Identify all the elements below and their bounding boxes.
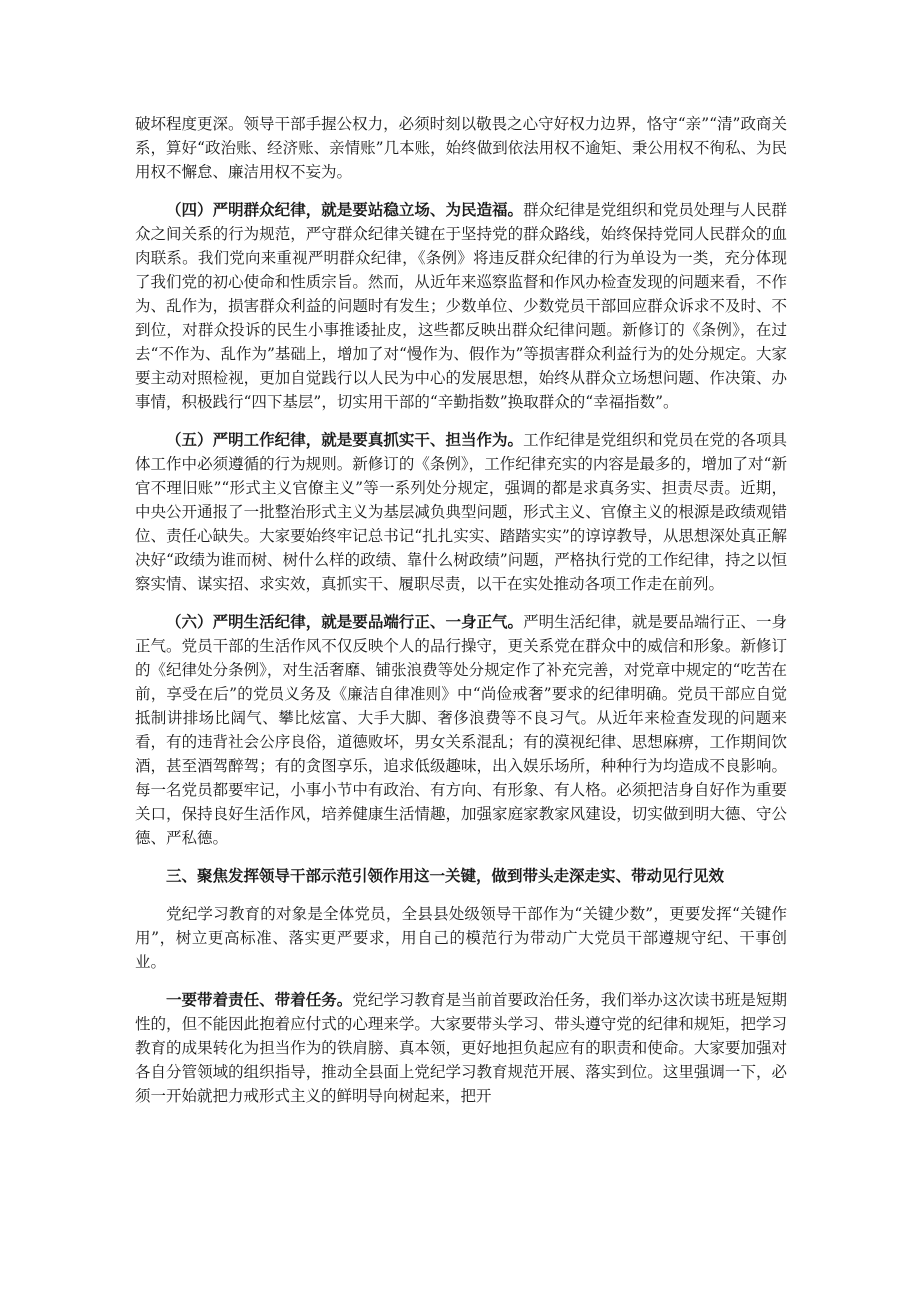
paragraph-mass-discipline [135, 198, 787, 414]
paragraph-section-intro: 党纪学习教育的对象是全体党员，全县县处级领导干部作为“关键少数”，更要发挥“关键作用”，树立更高标准、落实更严要求，用自己的模范行为带动广大党员干部遵规守纪、干事创业。 [135, 905, 787, 971]
paragraph-lead: （五）严明工作纪律，就是要真抓实干、担当作为。 [166, 430, 524, 449]
section-heading: 三、聚焦发挥领导干部示范引领作用这一关键，做到带头走深走实、带动见行见效 [166, 866, 725, 885]
document-page [135, 112, 787, 1108]
paragraph-life-discipline [135, 610, 787, 850]
paragraph-lead: （四）严明群众纪律，就是要站稳立场、为民造福。 [166, 200, 524, 219]
paragraph-responsibility [135, 988, 787, 1108]
paragraph-body: 群众纪律是党组织和党员处理与人民群众之间关系的行为规范，严守群众纪律关键在于坚持党的群众路线，始终保持党同人民群众的血肉联系。我们党向来重视严明群众纪律，《条例》将违反群众纪律的行为单设为一类，充分体现了我们党的初心使命和性质宗旨。然而，从近年来巡察监督和作风办检查发现的问题来看，不作为、乱作为，损害群众利益的问题时有发生；少数单位、少数党员干部回应群众诉求不及时、不到位，对群众投诉的民生小事推诿扯皮，这些都反映出群众纪律问题。新修订的《条例》，在过去“不作为、乱作为”基础上，增加了对“慢作为、假作为”等损害群众利益行为的处分规定。大家要主动对照检视，更加自觉践行以人民为中心的发展思想，始终从群众立场想问题、作决策、办事情，积极践行“四下基层”，切实用干部的“辛勤指数”换取群众的“幸福指数”。 [135, 201, 787, 411]
paragraph-body: 党纪学习教育是当前首要政治任务，我们举办这次读书班是短期性的，但不能因此抱着应付式的心理来学。大家要带头学习、带头遵守党的纪律和规矩，把学习教育的成果转化为担当作为的铁肩膀、真本领，更好地担负起应有的职责和使命。大家要加强对各自分管领域的组织指导，推动全县面上党纪学习教育规范开展、落实到位。这里强调一下，必须一开始就把力戒形式主义的鲜明导向树起来，把开 [135, 991, 787, 1105]
paragraph-lead: 一要带着责任、带着任务。 [166, 990, 353, 1009]
paragraph-body: 工作纪律是党组织和党员在党的各项具体工作中必须遵循的行为规则。新修订的《条例》，工作纪律充实的内容是最多的，增加了对“新官不理旧账”“形式主义官僚主义”等一系列处分规定，强调的都是求真务实、担责尽责。近期，中央公开通报了一批整治形式主义为基层减负典型问题，形式主义、官僚主义的根源是政绩观错位、责任心缺失。大家要始终牢记总书记“扎扎实实、踏踏实实”的谆谆教导，从思想深处真正解决好“政绩为谁而树、树什么样的政绩、靠什么树政绩”问题，严格执行党的工作纪律，持之以恒察实情、谋实招、求实效，真抓实干、履职尽责，以干在实处推动各项工作走在前列。 [135, 431, 787, 593]
paragraph-body: 严明生活纪律，就是要品端行正、一身正气。党员干部的生活作风不仅反映个人的品行操守，更关系党在群众中的威信和形象。新修订的《纪律处分条例》，对生活奢靡、铺张浪费等处分规定作了补充完善，对党章中规定的“吃苦在前，享受在后”的党员义务及《廉洁自律准则》中“尚俭戒奢”要求的纪律明确。党员干部应自觉抵制讲排场比阔气、攀比炫富、大手大脚、奢侈浪费等不良习气。从近年来检查发现的问题来看，有的违背社会公序良俗，道德败坏，男女关系混乱；有的漠视纪律、思想麻痹，工作期间饮酒，甚至酒驾醉驾；有的贪图享乐，追求低级趣味，出入娱乐场所，种种行为均造成不良影响。每一名党员都要牢记，小事小节中有政治、有方向、有形象、有人格。必须把洁身自好作为重要关口，保持良好生活作风，培养健康生活情趣，加强家庭家教家风建设，切实做到明大德、守公德、严私德。 [135, 613, 787, 847]
paragraph-work-discipline [135, 428, 787, 596]
paragraph-lead: （六）严明生活纪律，就是要品端行正、一身正气。 [166, 612, 524, 631]
paragraph-continuation: 破坏程度更深。领导干部手握公权力，必须时刻以敬畏之心守好权力边界，恪守“亲”“清”政商关系，算好“政治账、经济账、亲情账”几本账，始终做到依法用权不逾矩、秉公用权不徇私、为民用权不懈怠、廉洁用权不妄为。 [135, 115, 787, 181]
